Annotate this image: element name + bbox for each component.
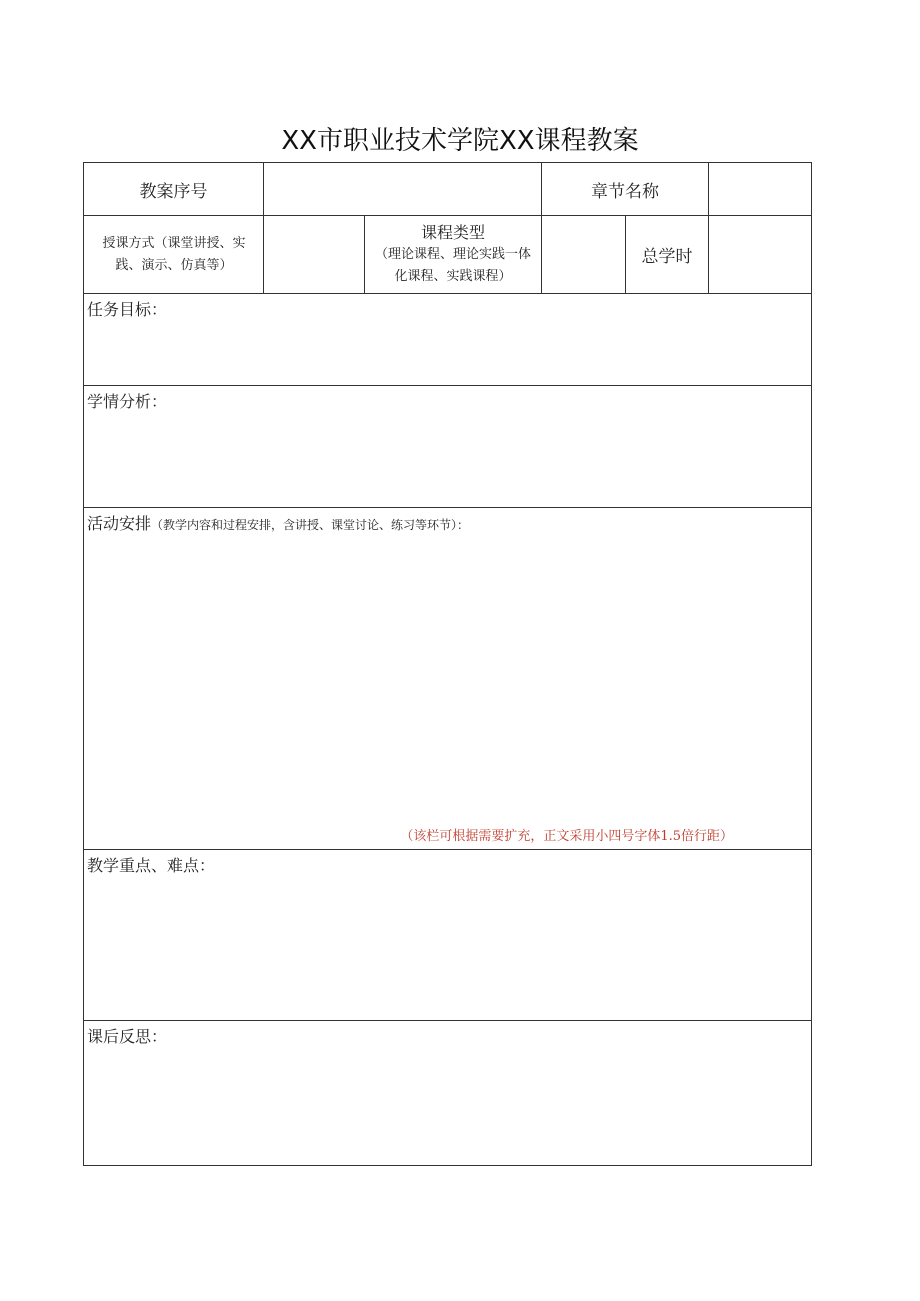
lesson-plan-table <box>83 162 812 1166</box>
lesson-no-field[interactable] <box>264 163 541 215</box>
activities-label <box>87 511 469 534</box>
activities-hint: （教学内容和过程安排，含讲授、课堂讨论、练习等环节）： <box>151 518 470 532</box>
analysis-label: 学情分析： <box>87 392 168 411</box>
lesson-no-label: 教案序号 <box>139 181 208 202</box>
teaching-method-field[interactable] <box>264 216 364 293</box>
activities-title: 活动安排 <box>87 514 152 533</box>
teaching-method-label: 授课方式（课堂讲授、实践、演示、仿真等） <box>102 235 246 273</box>
course-type-label <box>365 216 541 293</box>
key-points-label: 教学重点、难点： <box>87 856 216 875</box>
total-hours-label: 总学时 <box>641 247 693 267</box>
course-type-title: 课程类型 <box>420 222 485 242</box>
chapter-label: 章节名称 <box>591 181 659 202</box>
row-divider <box>84 1020 811 1021</box>
page-title: XX市职业技术学院XX课程教案 <box>281 126 639 156</box>
course-type-options: （理论课程、理论实践一体化课程、实践课程） <box>374 246 531 284</box>
activities-expand-note: （该栏可根据需要扩充，正文采用小四号字体1.5倍行距） <box>400 829 733 844</box>
row-divider <box>84 507 811 508</box>
row-divider <box>84 849 811 850</box>
reflection-label: 课后反思： <box>87 1027 168 1046</box>
row-divider <box>84 293 811 294</box>
total-hours-field[interactable] <box>709 216 811 293</box>
chapter-field[interactable] <box>709 163 811 215</box>
course-type-field[interactable] <box>542 216 625 293</box>
row-divider <box>84 385 811 386</box>
objectives-label: 任务目标： <box>87 300 168 319</box>
